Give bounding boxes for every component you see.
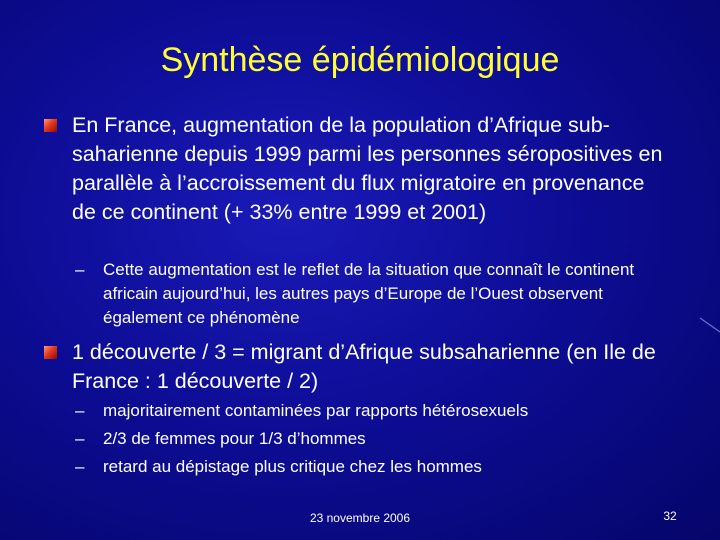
sub-bullet-1-1-text: Cette augmentation est le reflet de la situation que connaît le continent africain aujourd’hui, les autres pays d’Europe de l’Ouest observent également ce phénomène bbox=[103, 260, 635, 327]
dash-marker: – bbox=[75, 429, 85, 448]
page-number: 32 bbox=[663, 509, 677, 523]
square-bullet-icon bbox=[44, 119, 57, 132]
sub-bullet-2-1 bbox=[75, 399, 683, 423]
sub-bullet-2-3-text: retard au dépistage plus critique chez les hommes bbox=[103, 457, 482, 476]
sub-bullet-2-2 bbox=[75, 427, 683, 451]
sub-bullet-2-1-text: majoritairement contaminées par rapports hétérosexuels bbox=[103, 401, 529, 420]
sub-bullet-2-2-text: 2/3 de femmes pour 1/3 d’hommes bbox=[103, 429, 366, 448]
sub-bullet-2-3 bbox=[75, 455, 683, 479]
sub-bullet-1-1 bbox=[75, 258, 683, 330]
square-bullet-icon bbox=[44, 346, 57, 359]
slide-title: Synthèse épidémiologique bbox=[160, 41, 560, 79]
dash-marker: – bbox=[75, 401, 85, 420]
bullet-2 bbox=[72, 338, 672, 396]
footer-date: 23 novembre 2006 bbox=[309, 511, 411, 525]
bullet-2-text: 1 découverte / 3 = migrant d’Afrique subsaharienne (en Ile de France : 1 découverte / 2) bbox=[72, 340, 656, 393]
bullet-1 bbox=[72, 111, 672, 227]
dash-marker: – bbox=[75, 457, 85, 476]
bullet-1-text: En France, augmentation de la population d’Afrique sub-saharienne depuis 1999 parmi les personnes séropositives en parallèle à l’accroissement du flux migratoire en provenance de ce continent (+ 33% entre 1999 et 2001) bbox=[72, 113, 663, 224]
dash-marker: – bbox=[75, 260, 85, 279]
